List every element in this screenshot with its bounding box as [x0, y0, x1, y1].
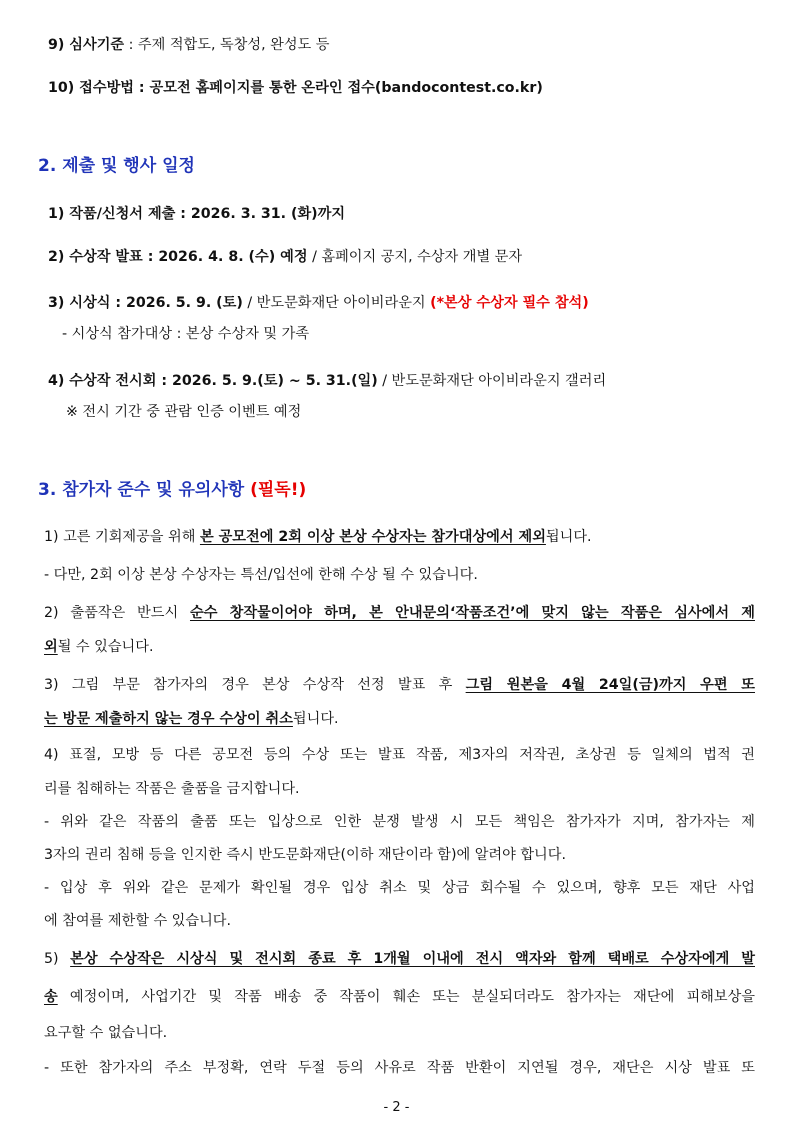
section3-title-text: 3. 참가자 준수 및 유의사항: [38, 480, 251, 500]
schedule-item-2-bold: 2) 수상작 발표 : 2026. 4. 8. (수) 예정: [48, 249, 308, 265]
criteria-text: : 주제 적합도, 독창성, 완성도 등: [124, 37, 330, 53]
notice-1: [44, 527, 592, 547]
notice-5-line4: - 또한 참가자의 주소 부정확, 연락 두절 등의 사유로 작품 반환이 지연될 경우, 재단은 시상 발표 또: [44, 1060, 755, 1076]
notice-1b: - 다만, 2회 이상 본상 수상자는 특선/입선에 한해 수상 될 수 있습니다.: [44, 567, 478, 583]
notice-5-emph: 본상 수상작은 시상식 및 전시회 종료 후 1개월 이내에 전시 액자와 함께 택배로 수상자에게 발: [70, 951, 755, 967]
submission-method-line: 10) 접수방법 : 공모전 홈페이지를 통한 온라인 접수(bandocontest.co.kr): [48, 80, 543, 96]
notice-5-line3: 요구할 수 없습니다.: [44, 1025, 168, 1041]
notice-4-line5: - 입상 후 위와 같은 문제가 확인될 경우 입상 취소 및 상금 회수될 수 있으며, 향후 모든 재단 사업: [44, 880, 755, 896]
schedule-item-4: [48, 371, 606, 391]
schedule-item-4-text: / 반도문화재단 아이비라운지 갤러리: [377, 373, 607, 389]
page-number: - 2 -: [383, 1100, 410, 1115]
schedule-item-4-bold: 4) 수상작 전시회 : 2026. 5. 9.(토) ~ 5. 31.(일): [48, 373, 378, 389]
notice-3-emph: 그림 원본을 4월 24일(금)까지 우편 또: [465, 677, 755, 693]
notice-4-line6: 에 참여를 제한할 수 있습니다.: [44, 913, 232, 929]
schedule-item-3-text: / 반도문화재단 아이비라운지: [242, 295, 431, 311]
criteria-line: [48, 35, 329, 55]
notice-2-line2: [44, 637, 153, 657]
notice-1-post: 됩니다.: [545, 529, 592, 545]
schedule-item-3-note: (*본상 수상자 필수 참석): [430, 295, 589, 311]
schedule-item-2-text: / 홈페이지 공지, 수상자 개별 문자: [307, 249, 523, 265]
schedule-item-4-sub: ※ 전시 기간 중 관람 인증 이벤트 예정: [66, 404, 302, 420]
notice-1-pre: 1) 고른 기회제공을 위해: [44, 529, 200, 545]
notice-3-line1: [44, 675, 755, 695]
notice-2-pre: 2) 출품작은 반드시: [44, 605, 190, 621]
section3-title-note: (필독!): [250, 480, 307, 500]
notice-5-pre: 5): [44, 951, 71, 967]
section3-title: [38, 479, 306, 501]
notice-3-line2: [44, 709, 339, 729]
notice-4-line4: 3자의 권리 침해 등을 인지한 즉시 반도문화재단(이하 재단이라 함)에 알려야 합니다.: [44, 847, 566, 863]
notice-2-emph: 순수 창작물이어야 하며, 본 안내문의‘작품조건’에 맞지 않는 작품은 심사에서 제: [189, 605, 755, 621]
notice-5-line2: [44, 987, 755, 1007]
notice-2-emph-end: 외: [44, 639, 58, 655]
schedule-item-3-sub: - 시상식 참가대상 : 본상 수상자 및 가족: [62, 326, 310, 342]
schedule-item-1: 1) 작품/신청서 제출 : 2026. 3. 31. (화)까지: [48, 206, 346, 222]
notice-5-line1: [44, 949, 755, 969]
section2-title: 2. 제출 및 행사 일정: [38, 156, 195, 176]
schedule-item-3-bold: 3) 시상식 : 2026. 5. 9. (토): [48, 295, 243, 311]
notice-5-post: 예정이며, 사업기간 및 작품 배송 중 작품이 훼손 또는 분실되더라도 참가자는 재단에 피해보상을: [57, 989, 755, 1005]
notice-4-line2: 리를 침해하는 작품은 출품을 금지합니다.: [44, 781, 300, 797]
schedule-item-2: [48, 247, 522, 267]
notice-1-emph: 본 공모전에 2회 이상 본상 수상자는 참가대상에서 제외: [199, 529, 546, 545]
schedule-item-3: [48, 293, 589, 313]
notice-2-line1: [44, 603, 755, 623]
notice-5-emph-end: 송: [44, 989, 58, 1005]
notice-4-line3: - 위와 같은 작품의 출품 또는 입상으로 인한 분쟁 발생 시 모든 책임은 참가자가 지며, 참가자는 제: [44, 814, 755, 830]
notice-3-post: 됩니다.: [292, 711, 339, 727]
criteria-label: 9) 심사기준: [48, 37, 125, 53]
notice-4-line1: 4) 표절, 모방 등 다른 공모전 등의 수상 또는 발표 작품, 제3자의 저작권, 초상권 등 일체의 법적 권: [44, 747, 755, 763]
notice-2-post: 될 수 있습니다.: [57, 639, 154, 655]
notice-3-emph-end: 는 방문 제출하지 않는 경우 수상이 취소: [44, 711, 293, 727]
notice-3-pre: 3) 그림 부문 참가자의 경우 본상 수상작 선정 발표 후: [44, 677, 466, 693]
